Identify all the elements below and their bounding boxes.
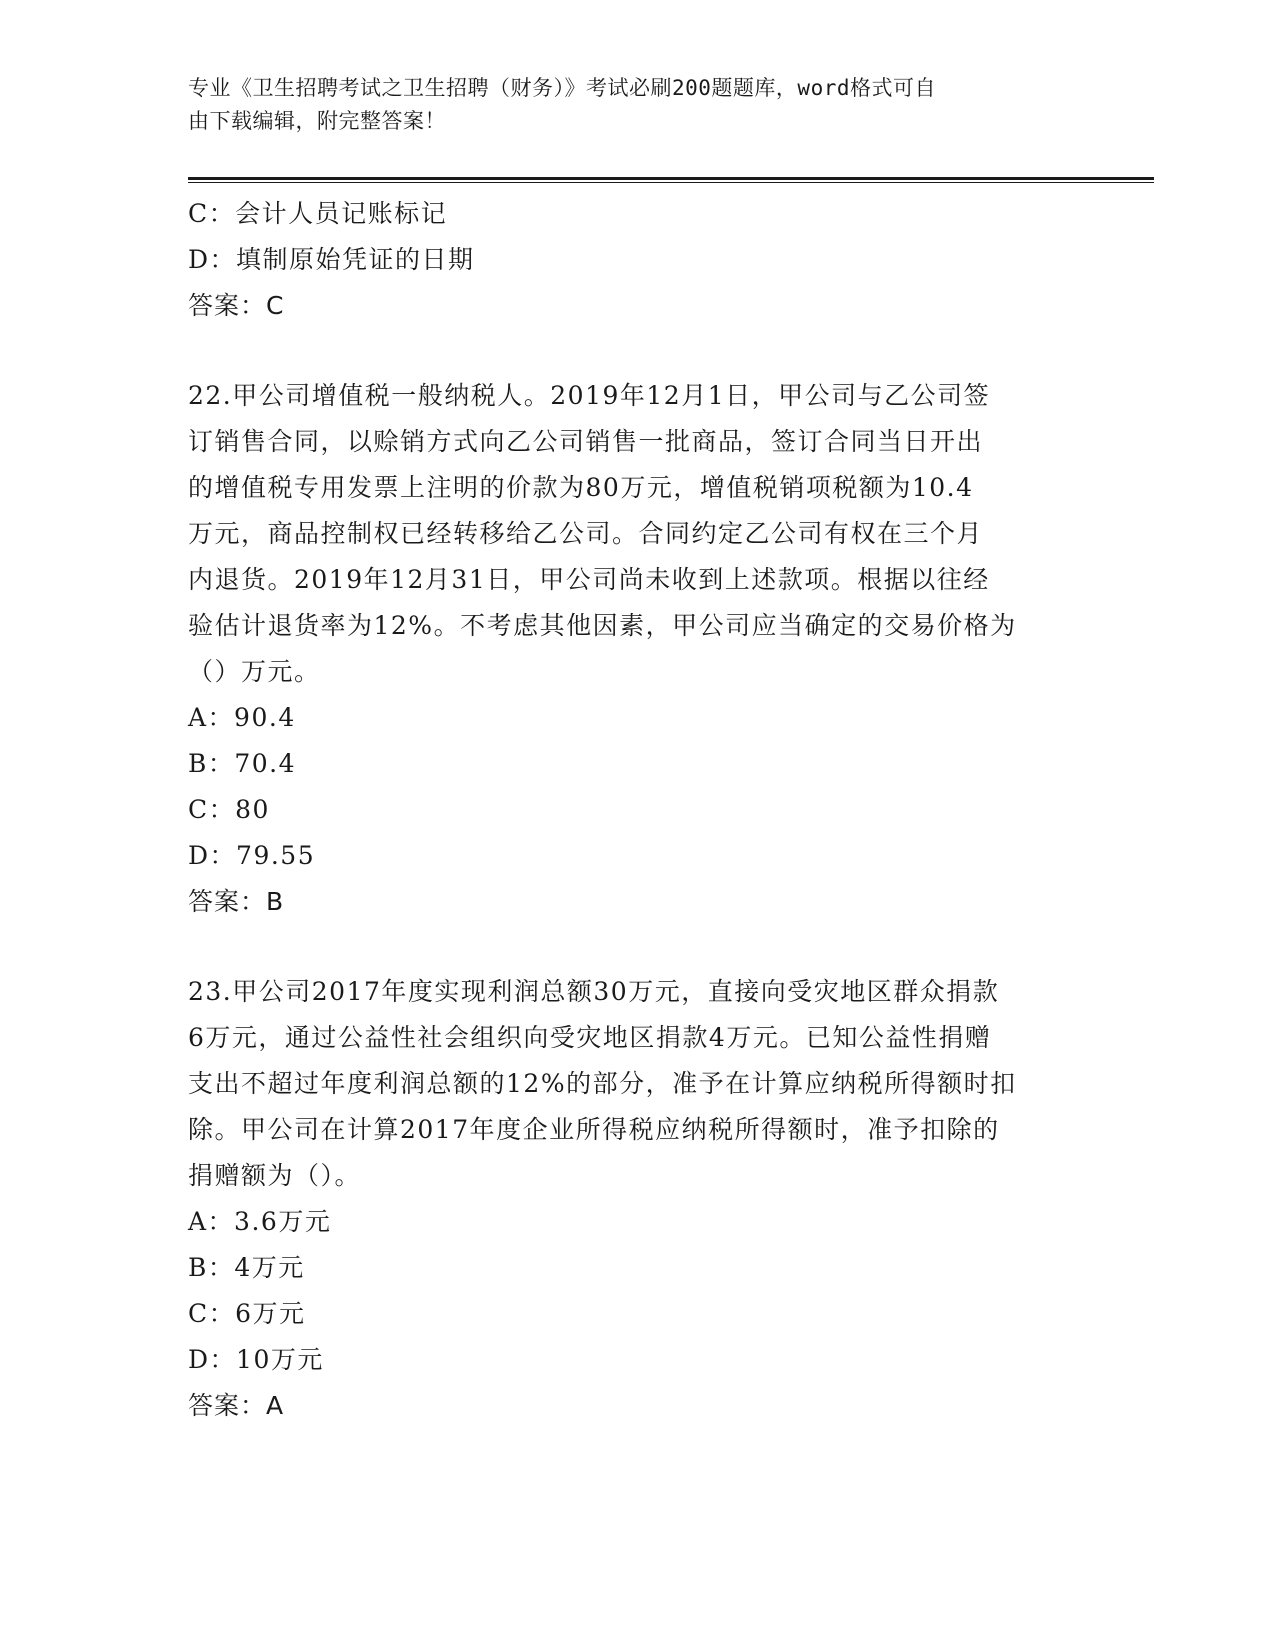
question-stem-line: 的增值税专用发票上注明的价款为80万元，增值税销项税额为10.4 bbox=[188, 473, 974, 502]
option-c: C：6万元 bbox=[188, 1299, 306, 1328]
question-stem-line: （）万元。 bbox=[188, 657, 321, 686]
header-rule-thick bbox=[188, 177, 1154, 180]
spacer bbox=[188, 329, 1088, 373]
spacer bbox=[188, 925, 1088, 969]
question-22 bbox=[188, 373, 1088, 925]
option-a: A：90.4 bbox=[188, 703, 296, 732]
option-b: B：4万元 bbox=[188, 1253, 305, 1282]
answer-line: 答案：B bbox=[188, 887, 285, 916]
question-stem-line: 捐赠额为（）。 bbox=[188, 1161, 362, 1190]
question-stem-line: 订销售合同，以赊销方式向乙公司销售一批商品，签订合同当日开出 bbox=[188, 427, 984, 456]
header-rule-thin bbox=[188, 182, 1154, 183]
header-line-1: 专业《卫生招聘考试之卫生招聘（财务）》考试必刷200题题库，word格式可自 bbox=[188, 76, 936, 100]
question-stem-line: 万元，商品控制权已经转移给乙公司。合同约定乙公司有权在三个月 bbox=[188, 519, 984, 548]
option-c: C：80 bbox=[188, 795, 270, 824]
question-stem-line: 内退货。2019年12月31日，甲公司尚未收到上述款项。根据以往经 bbox=[188, 565, 990, 594]
question-stem-line: 22.甲公司增值税一般纳税人。2019年12月1日，甲公司与乙公司签 bbox=[188, 381, 991, 410]
question-stem-line: 验估计退货率为12%。不考虑其他因素，甲公司应当确定的交易价格为 bbox=[188, 611, 1017, 640]
option-d: D：10万元 bbox=[188, 1345, 324, 1374]
option-d: D：79.55 bbox=[188, 841, 316, 870]
document-body bbox=[188, 191, 1088, 1429]
option-c: C：会计人员记账标记 bbox=[188, 199, 448, 228]
option-d: D：填制原始凭证的日期 bbox=[188, 245, 475, 274]
document-header bbox=[188, 72, 1068, 138]
question-stem-line: 支出不超过年度利润总额的12%的部分，准予在计算应纳税所得额时扣 bbox=[188, 1069, 1017, 1098]
answer-line: 答案：A bbox=[188, 1391, 285, 1420]
question-stem-line: 6万元，通过公益性社会组织向受灾地区捐款4万元。已知公益性捐赠 bbox=[188, 1023, 992, 1052]
option-a: A：3.6万元 bbox=[188, 1207, 332, 1236]
header-line-2: 由下载编辑，附完整答案！ bbox=[188, 109, 446, 133]
question-stem-line: 23.甲公司2017年度实现利润总额30万元，直接向受灾地区群众捐款 bbox=[188, 977, 1000, 1006]
answer-line: 答案：C bbox=[188, 291, 285, 320]
question-23 bbox=[188, 969, 1088, 1429]
prev-question-tail bbox=[188, 191, 1088, 329]
question-stem-line: 除。甲公司在计算2017年度企业所得税应纳税所得额时，准予扣除的 bbox=[188, 1115, 1000, 1144]
option-b: B：70.4 bbox=[188, 749, 297, 778]
